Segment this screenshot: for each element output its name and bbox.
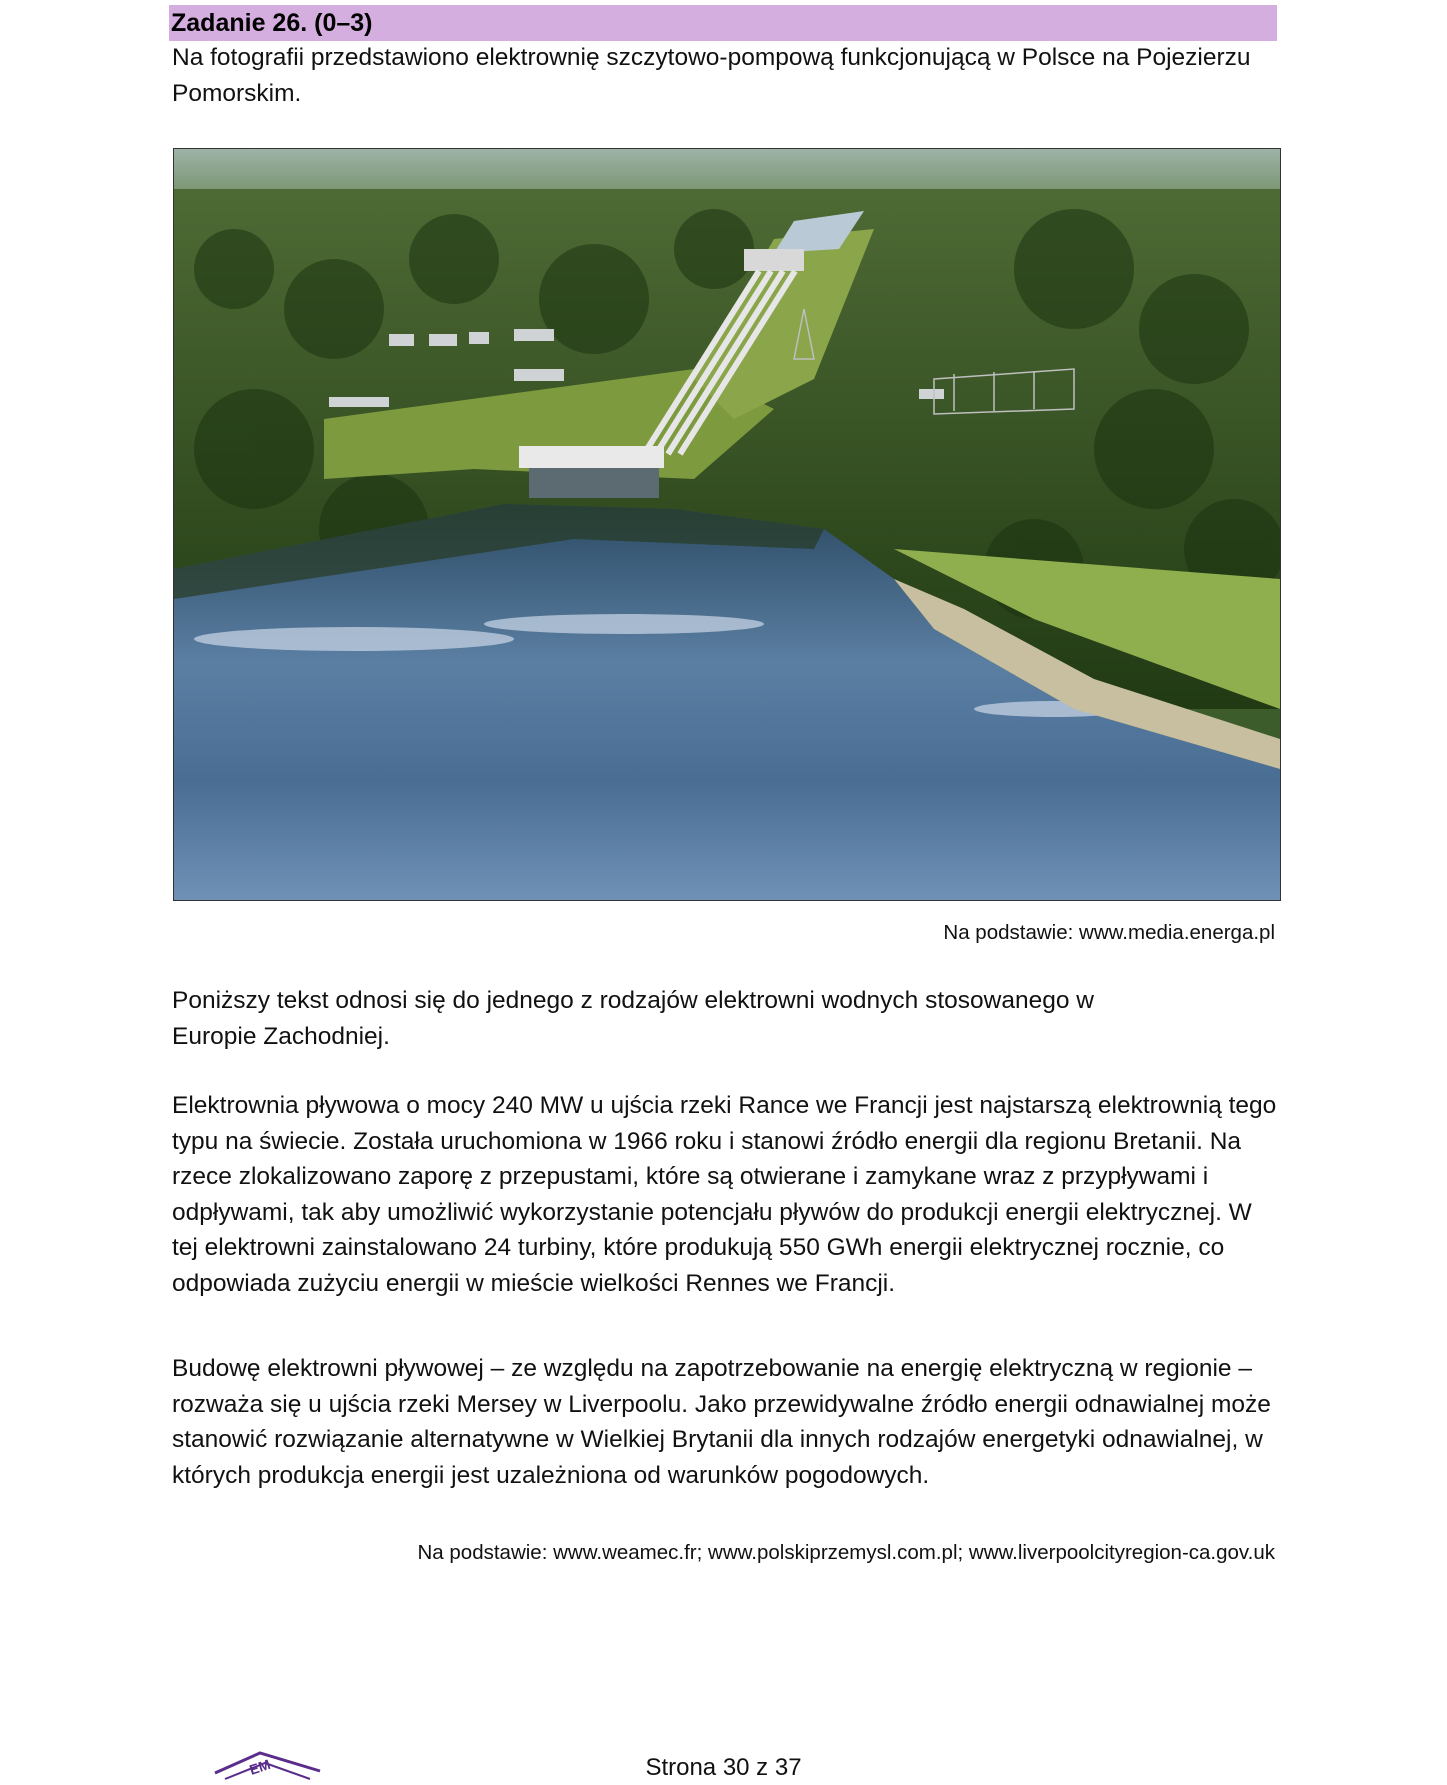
photo-source: Na podstawie: www.media.energa.pl [943, 921, 1275, 944]
page-number: Strona 30 z 37 [645, 1754, 802, 1781]
paragraph-mersey: Budowę elektrowni pływowej – ze względu na zapotrzebowanie na energię elektryczną w regionie – rozważa się u ujścia rzeki Mersey w Liverpoolu. Jako przewidywalne źródło energii odnawialnej może stanowić rozwiązanie alternatywne w Wielkiej Brytanii dla innych rodzajów energetyki odnawialnej, w których produkcja energii jest uzależniona od warunków pogodowych. [172, 1355, 1271, 1489]
paragraph-rance: Elektrownia pływowa o mocy 240 MW u ujścia rzeki Rance we Francji jest najstarszą elektrownią tego typu na świecie. Została uruchomiona w 1966 roku i stanowi źródło energii dla regionu Bretanii. Na rzece zlokalizowano zaporę z przepustami, które są otwierane i zamykane wraz z przypływami i odpływami, tak aby umożliwić wykorzystanie potencjału pływów do produkcji energii elektrycznej. W tej elektrowni zainstalowano 24 turbiny, które produkują 550 GWh energii elektrycznej rocznie, co odpowiada zużyciu energii w mieście wielkości Rennes we Francji. [172, 1092, 1277, 1297]
intro-text: Na fotografii przedstawiono elektrownię szczytowo-pompową funkcjonującą w Polsce na Pojezierzu Pomorskim. [172, 44, 1251, 107]
hydro-power-plant-photo [173, 148, 1281, 901]
text-source: Na podstawie: www.weamec.fr; www.polskiprzemysl.com.pl; www.liverpoolcityregion-ca.gov.uk [417, 1541, 1275, 1564]
logo-text: EM [247, 1756, 273, 1778]
task-header: Zadanie 26. (0–3) [169, 5, 1277, 41]
text-intro: Poniższy tekst odnosi się do jednego z rodzajów elektrowni wodnych stosowanego w Europie Zachodniej. [172, 987, 1094, 1050]
